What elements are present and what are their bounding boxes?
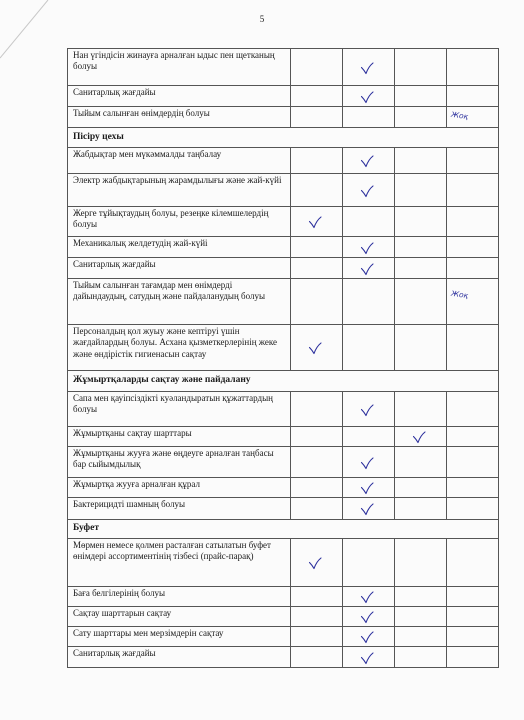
checkmark [360, 91, 378, 105]
requirement-label: Механикалық желдетудің жай-күйі [68, 237, 291, 258]
mark-cell-3 [395, 237, 447, 258]
requirement-label: Сату шарттары мен мерзімдерін сақтау [68, 627, 291, 647]
mark-cell-4 [447, 627, 499, 647]
mark-cell-4 [447, 325, 499, 371]
requirement-label: Мөрмен немесе қолмен расталған сатылатын буфет өнімдері ассортиментінің тізбесі (прайс-парақ) [68, 539, 291, 587]
mark-cell-3 [395, 427, 447, 447]
mark-cell-3 [395, 279, 447, 325]
mark-cell-1 [291, 237, 343, 258]
checkmark [360, 242, 378, 256]
mark-cell-3 [395, 207, 447, 237]
mark-cell-2 [343, 498, 395, 520]
mark-cell-3 [395, 539, 447, 587]
checkmark [360, 185, 378, 199]
mark-cell-4 [447, 498, 499, 520]
checkmark-icon [360, 591, 374, 604]
mark-cell-4 [447, 258, 499, 279]
section-title: Буфет [68, 520, 499, 539]
mark-cell-3 [395, 392, 447, 427]
mark-cell-2 [343, 587, 395, 607]
mark-cell-4 [447, 279, 499, 325]
checklist-row [68, 427, 499, 447]
mark-cell-4 [447, 539, 499, 587]
checkmark-icon [308, 216, 322, 229]
inspection-checklist-table [67, 48, 499, 668]
section-title: Пісіру цехы [68, 128, 499, 148]
mark-cell-4 [447, 587, 499, 607]
checklist-row [68, 174, 499, 207]
mark-cell-4 [447, 647, 499, 668]
checklist-row [68, 498, 499, 520]
mark-cell-2 [343, 647, 395, 668]
checklist-row [68, 207, 499, 237]
checkmark-icon [360, 652, 374, 665]
mark-cell-4 [447, 392, 499, 427]
checklist-row [68, 607, 499, 627]
checkmark-icon [360, 91, 374, 104]
mark-cell-2 [343, 478, 395, 498]
requirement-label: Сапа мен қауіпсіздікті куәландыратын құжаттардың болуы [68, 392, 291, 427]
checkmark-icon [360, 631, 374, 644]
mark-cell-3 [395, 258, 447, 279]
mark-cell-1 [291, 86, 343, 107]
checkmark-icon [360, 242, 374, 255]
checkmark [360, 404, 378, 418]
checklist-row [68, 279, 499, 325]
mark-cell-4 [447, 86, 499, 107]
checklist-row [68, 107, 499, 128]
checkmark [308, 216, 326, 230]
mark-cell-3 [395, 107, 447, 128]
mark-cell-1 [291, 539, 343, 587]
checklist-row [68, 587, 499, 607]
mark-cell-2 [343, 607, 395, 627]
mark-cell-2 [343, 258, 395, 279]
requirement-label: Бактерицидті шамның болуы [68, 498, 291, 520]
checkmark-icon [360, 503, 374, 516]
mark-cell-1 [291, 207, 343, 237]
mark-cell-1 [291, 607, 343, 627]
requirement-label: Сақтау шарттарын сақтау [68, 607, 291, 627]
checklist-row [68, 86, 499, 107]
requirement-label: Электр жабдықтарының жарамдылығы және жай-күйі [68, 174, 291, 207]
mark-cell-2 [343, 427, 395, 447]
mark-cell-3 [395, 174, 447, 207]
mark-cell-4 [447, 478, 499, 498]
mark-cell-2 [343, 325, 395, 371]
requirement-label: Санитарлық жағдайы [68, 647, 291, 668]
mark-cell-3 [395, 86, 447, 107]
page-fold-mark [0, 0, 60, 60]
mark-cell-2 [343, 279, 395, 325]
mark-cell-1 [291, 392, 343, 427]
checklist-row [68, 647, 499, 668]
section-header-row [68, 128, 499, 148]
requirement-label: Тыйым салынған өнімдердің болуы [68, 107, 291, 128]
handwritten-note [451, 289, 491, 309]
checkmark-icon [360, 404, 374, 417]
checklist-row [68, 539, 499, 587]
checkmark-icon [360, 611, 374, 624]
requirement-label: Тыйым салынған тағамдар мен өнімдерді дайындаудың, сатудың және пайдаланудың болуы [68, 279, 291, 325]
mark-cell-1 [291, 627, 343, 647]
mark-cell-1 [291, 279, 343, 325]
mark-cell-1 [291, 587, 343, 607]
checklist-row [68, 237, 499, 258]
checklist-body [68, 49, 499, 668]
mark-cell-1 [291, 447, 343, 478]
mark-cell-1 [291, 498, 343, 520]
checkmark-icon [308, 342, 322, 355]
checkmark [360, 591, 378, 605]
mark-cell-4 [447, 427, 499, 447]
mark-cell-2 [343, 237, 395, 258]
checklist-row [68, 49, 499, 86]
checkmark-icon [360, 457, 374, 470]
checkmark [360, 155, 378, 169]
mark-cell-1 [291, 258, 343, 279]
mark-cell-4 [447, 207, 499, 237]
mark-cell-2 [343, 107, 395, 128]
mark-cell-2 [343, 49, 395, 86]
mark-cell-1 [291, 148, 343, 174]
mark-cell-4 [447, 174, 499, 207]
requirement-label: Нан үгіндісін жинауға арналған ыдыс пен щетканың болуы [68, 49, 291, 86]
mark-cell-1 [291, 107, 343, 128]
mark-cell-4 [447, 49, 499, 86]
checklist-row [68, 627, 499, 647]
checkmark [360, 482, 378, 496]
checkmark [360, 631, 378, 645]
mark-cell-3 [395, 498, 447, 520]
mark-cell-1 [291, 49, 343, 86]
checkmark-icon [412, 431, 426, 444]
mark-cell-2 [343, 447, 395, 478]
requirement-label: Персоналдың қол жуыу және кептіруі үшін жағдайлардың болуы. Асхана қызметкерлерінің жеке және өндірістік гигиенасын сақтау [68, 325, 291, 371]
section-header-row [68, 371, 499, 392]
checkmark-icon [360, 482, 374, 495]
page-number: 5 [259, 14, 265, 24]
mark-cell-3 [395, 478, 447, 498]
mark-cell-4 [447, 148, 499, 174]
checkmark [360, 263, 378, 277]
requirement-label: Жұмыртқаны сақтау шарттары [68, 427, 291, 447]
checkmark [360, 62, 378, 76]
mark-cell-3 [395, 325, 447, 371]
mark-cell-2 [343, 86, 395, 107]
requirement-label: Жұмыртқаны жууға және өңдеуге арналған таңбасы бар сыйымдылық [68, 447, 291, 478]
handwritten-note [451, 110, 491, 130]
checkmark [360, 457, 378, 471]
mark-cell-4 [447, 607, 499, 627]
mark-cell-1 [291, 478, 343, 498]
requirement-label: Санитарлық жағдайы [68, 86, 291, 107]
mark-cell-2 [343, 627, 395, 647]
mark-cell-2 [343, 392, 395, 427]
mark-cell-3 [395, 627, 447, 647]
mark-cell-2 [343, 148, 395, 174]
checkmark [360, 503, 378, 517]
checkmark [412, 431, 430, 445]
checkmark [308, 557, 326, 571]
checkmark-icon [360, 155, 374, 168]
mark-cell-2 [343, 174, 395, 207]
handwritten-note-text: Жоқ [450, 109, 469, 122]
mark-cell-1 [291, 647, 343, 668]
mark-cell-3 [395, 647, 447, 668]
mark-cell-3 [395, 607, 447, 627]
checkmark-icon [360, 263, 374, 276]
checkmark [308, 342, 326, 356]
mark-cell-1 [291, 174, 343, 207]
checkmark-icon [360, 185, 374, 198]
mark-cell-4 [447, 447, 499, 478]
checklist-row [68, 148, 499, 174]
requirement-label: Жұмыртқа жууға арналған құрал [68, 478, 291, 498]
mark-cell-3 [395, 587, 447, 607]
checklist-row [68, 447, 499, 478]
mark-cell-3 [395, 49, 447, 86]
mark-cell-2 [343, 539, 395, 587]
section-header-row [68, 520, 499, 539]
mark-cell-2 [343, 207, 395, 237]
requirement-label: Санитарлық жағдайы [68, 258, 291, 279]
requirement-label: Жабдықтар мен мүкәммалды таңбалау [68, 148, 291, 174]
mark-cell-3 [395, 447, 447, 478]
checkmark-icon [308, 557, 322, 570]
handwritten-note-text: Жоқ [450, 288, 469, 301]
checklist-row [68, 478, 499, 498]
mark-cell-3 [395, 148, 447, 174]
mark-cell-1 [291, 325, 343, 371]
mark-cell-4 [447, 237, 499, 258]
requirement-label: Баға белгілерінің болуы [68, 587, 291, 607]
mark-cell-1 [291, 427, 343, 447]
checkmark [360, 611, 378, 625]
checkmark-icon [360, 62, 374, 75]
checklist-row [68, 392, 499, 427]
mark-cell-4 [447, 107, 499, 128]
checkmark [360, 652, 378, 666]
requirement-label: Жерге тұйықтаудың болуы, резеңке кілемшелердің болуы [68, 207, 291, 237]
checklist-row [68, 325, 499, 371]
checklist-row [68, 258, 499, 279]
section-title: Жұмыртқаларды сақтау және пайдалану [68, 371, 499, 392]
